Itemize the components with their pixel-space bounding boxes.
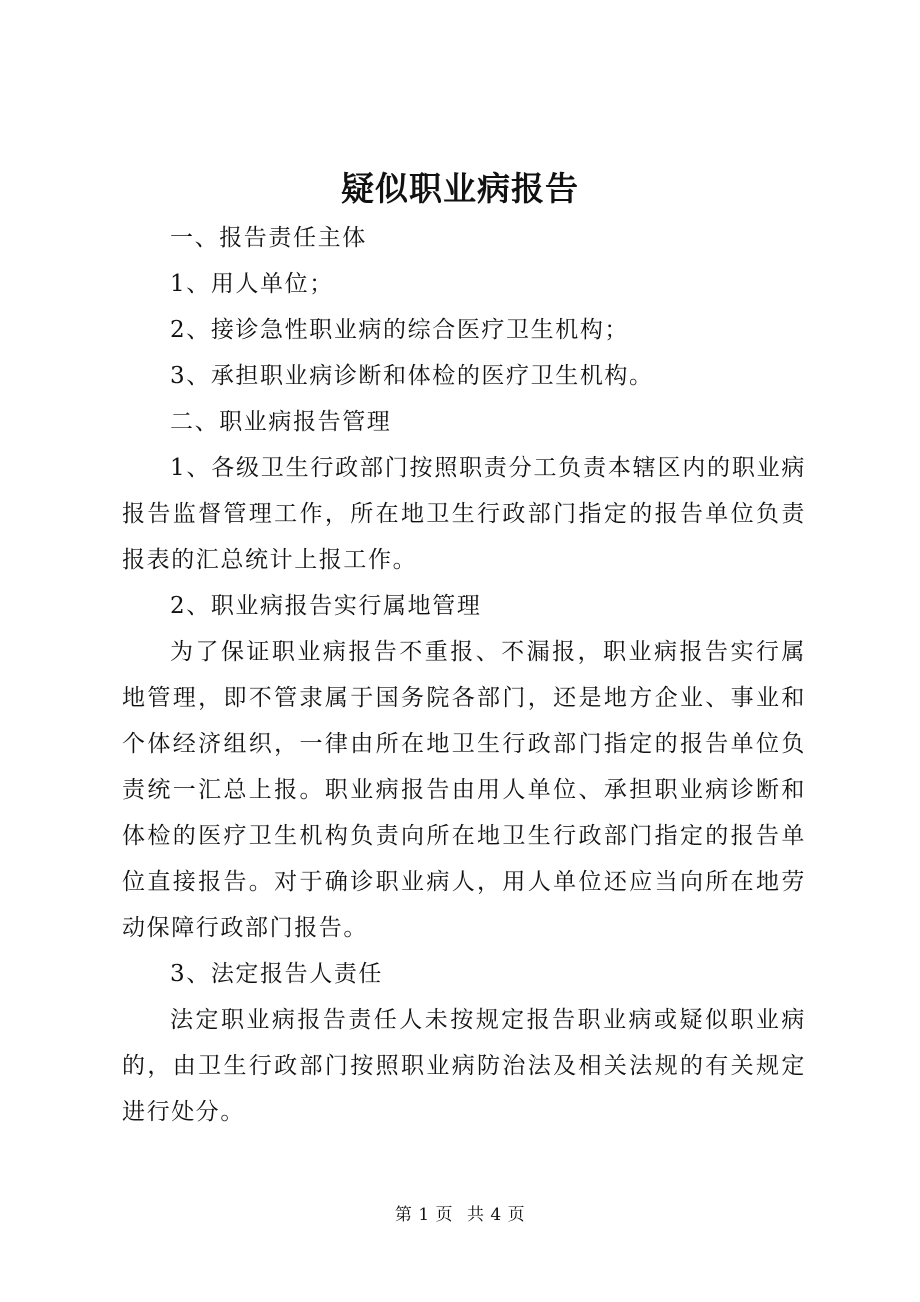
page-footer (0, 1200, 920, 1225)
section-heading-1: 一、报告责任主体 (170, 225, 367, 251)
document-body (122, 215, 806, 1135)
section-heading-2: 二、职业病报告管理 (170, 409, 392, 435)
body-paragraph: 为了保证职业病报告不重报、不漏报，职业病报告实行属地管理，即不管隶属于国务院各部门，还是地方企业、事业和个体经济组织，一律由所在地卫生行政部门指定的报告单位负责统一汇总上报。职业病报告由用人单位、承担职业病诊断和体检的医疗卫生机构负责向所在地卫生行政部门指定的报告单位直接报告。对于确诊职业病人，用人单位还应当向所在地劳动保障行政部门报告。 (122, 639, 806, 941)
page-number: 第 1 页 (394, 1205, 454, 1225)
page-total: 共 4 页 (466, 1205, 526, 1225)
subsection-heading: 3、法定报告人责任 (170, 961, 384, 987)
body-paragraph: 1、各级卫生行政部门按照职责分工负责本辖区内的职业病报告监督管理工作，所在地卫生行政部门指定的报告单位负责报表的汇总统计上报工作。 (122, 455, 806, 573)
list-item: 1、用人单位； (170, 271, 334, 297)
subsection-heading: 2、职业病报告实行属地管理 (170, 593, 482, 619)
list-item: 3、承担职业病诊断和体检的医疗卫生机构。 (170, 363, 654, 389)
list-item: 2、接诊急性职业病的综合医疗卫生机构； (170, 317, 630, 343)
document-title: 疑似职业病报告 (341, 169, 579, 208)
body-paragraph: 法定职业病报告责任人未按规定报告职业病或疑似职业病的，由卫生行政部门按照职业病防治法及相关法规的有关规定进行处分。 (122, 1007, 806, 1125)
